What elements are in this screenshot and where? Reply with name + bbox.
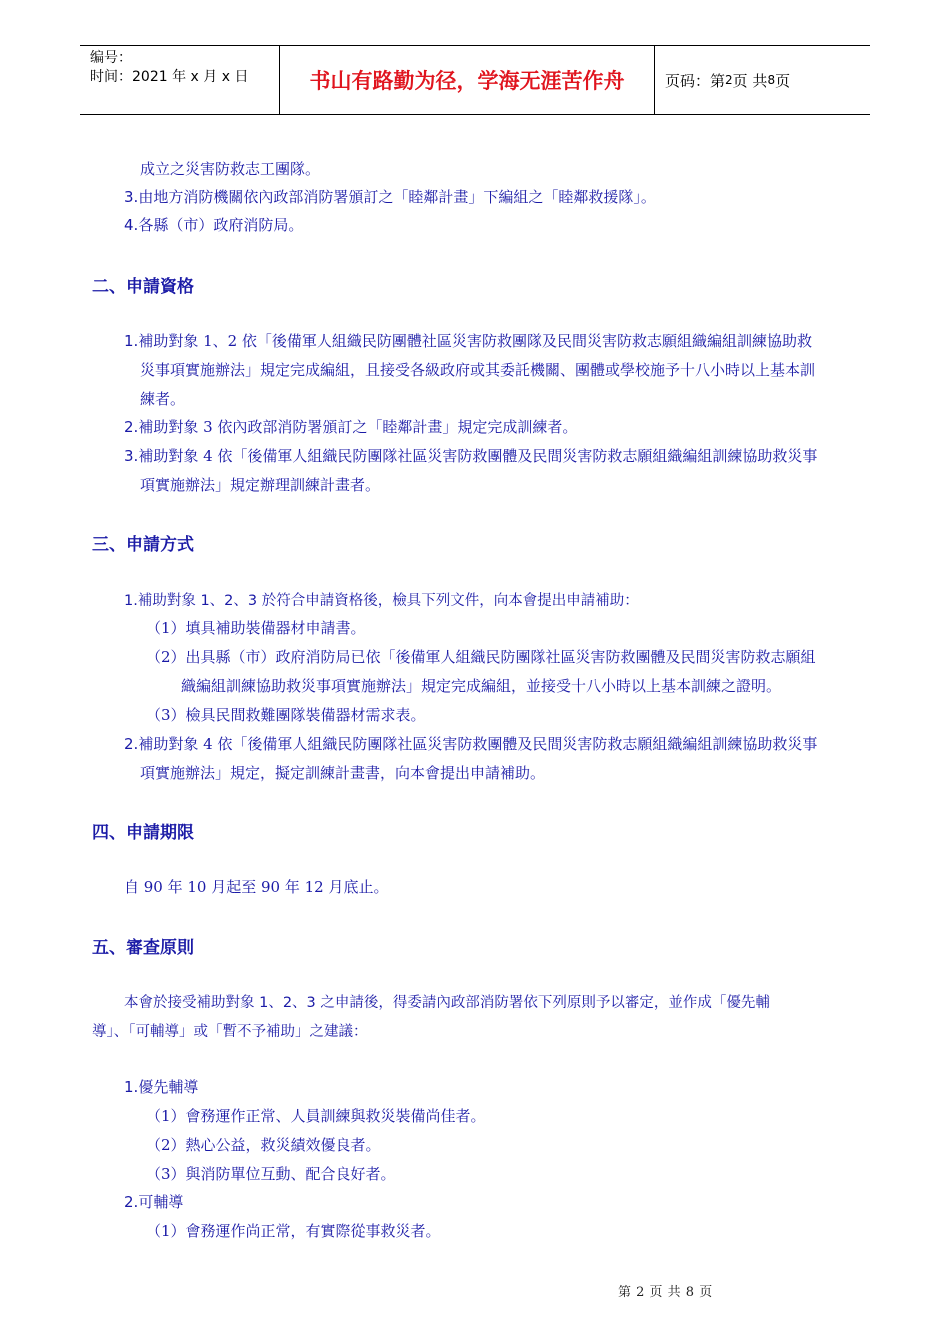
page-prefix: 页码：第 — [665, 71, 726, 90]
list-item: 2.補助對象 4 依「後備軍人組織民防團隊社區災害防救團體及民間災害防救志願組織編組訓練協助救災事 — [124, 735, 818, 753]
list-item-cont: 災事項實施辦法」規定完成編組，且接受各級政府或其委託機關、團體或學校施予十八小時以上基本訓 — [140, 361, 816, 379]
section-title: 二、申請資格 — [92, 277, 194, 297]
list-item: 1.補助對象 1、2 依「後備軍人組織民防團體社區災害防救團隊及民間災害防救志願組織編組訓練協助救 — [124, 332, 812, 350]
list-item: 4.各縣（市）政府消防局。 — [124, 216, 304, 234]
paragraph-cont: 導」、「可輔導」或「暫不予補助」之建議： — [92, 1024, 368, 1040]
list-item: 2.補助對象 3 依內政部消防署頒訂之「睦鄰計畫」規定完成訓練者。 — [124, 418, 578, 436]
page-total: 8 — [767, 73, 776, 87]
list-item-cont: 項實施辦法」規定，擬定訓練計畫書，向本會提出申請補助。 — [140, 764, 546, 782]
list-item: 1.補助對象 1、2、3 於符合申請資格後，檢具下列文件，向本會提出申請補助： — [124, 593, 639, 609]
list-item: 3.由地方消防機關依內政部消防署頒訂之「睦鄰計畫」下編組之「睦鄰救援隊」。 — [124, 188, 656, 206]
sub-item: （1）填具補助裝備器材申請書。 — [146, 619, 366, 637]
list-item-cont: 練者。 — [140, 390, 186, 408]
page-footer: 第 2 页 共 8 页 — [618, 1285, 713, 1300]
paragraph: 自 90 年 10 月起至 90 年 12 月底止。 — [124, 878, 389, 896]
doc-time-label: 时间：2021 年 x 月 x 日 — [90, 69, 249, 85]
sub-item: （1）會務運作正常、人員訓練與救災裝備尚佳者。 — [146, 1107, 486, 1125]
page-header — [80, 45, 870, 115]
sub-item: （3）與消防單位互動、配合良好者。 — [146, 1165, 396, 1183]
sub-item: （3）檢具民間救難團隊裝備器材需求表。 — [146, 706, 426, 724]
list-item: 3.補助對象 4 依「後備軍人組織民防團隊社區災害防救團體及民間災害防救志願組織編組訓練協助救災事 — [124, 447, 818, 465]
header-page-info — [655, 46, 870, 114]
sub-item: （2）出具縣（市）政府消防局已依「後備軍人組織民防團隊社區災害防救團體及民間災害防救志願組 — [146, 648, 816, 666]
list-item: 1.優先輔導 — [124, 1078, 199, 1096]
list-item: 2.可輔導 — [124, 1193, 184, 1211]
page-mid: 页 共 — [732, 71, 768, 90]
page-suffix: 页 — [775, 71, 791, 90]
list-item-cont: 項實施辦法」規定辦理訓練計畫者。 — [140, 476, 381, 494]
section-title: 四、申請期限 — [92, 823, 194, 843]
section-title: 五、審查原則 — [92, 938, 194, 958]
header-meta — [80, 46, 280, 114]
page-number: 2 — [725, 73, 733, 87]
section-title: 三、申請方式 — [92, 535, 194, 555]
header-motto: 书山有路勤为径，学海无涯苦作舟 — [280, 46, 655, 114]
sub-item: （1）會務運作尚正常，有實際從事救災者。 — [146, 1222, 441, 1240]
sub-item-cont: 織編組訓練協助救災事項實施辦法」規定完成編組，並接受十八小時以上基本訓練之證明。 — [181, 677, 782, 695]
paragraph: 本會於接受補助對象 1、2、3 之申請後，得委請內政部消防署依下列原則予以審定，並作成「優先輔 — [124, 995, 770, 1011]
doc-number-label: 编号： — [90, 50, 132, 66]
intro-line: 成立之災害防救志工團隊。 — [140, 160, 321, 178]
sub-item: （2）熱心公益，救災績效優良者。 — [146, 1136, 381, 1154]
